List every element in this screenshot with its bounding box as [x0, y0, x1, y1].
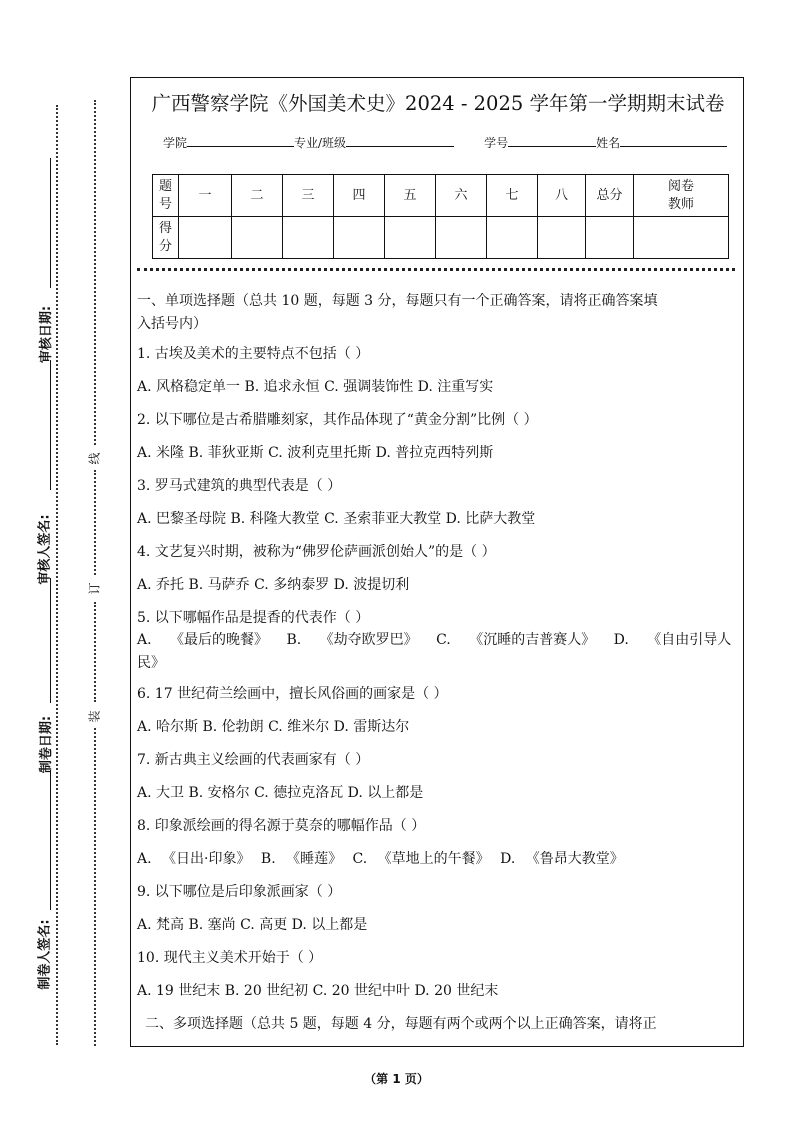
score-input-cell[interactable] — [385, 217, 436, 259]
score-header-cell: 总分 — [586, 175, 634, 217]
side-label-paper-maker: 制卷人签名: — [37, 919, 53, 990]
side-label-review-date: 审核日期: — [39, 305, 55, 364]
score-header-cell: 阅卷 教师 — [634, 175, 729, 217]
dotted-separator — [137, 268, 735, 271]
exam-frame — [130, 77, 744, 1047]
score-input-cell[interactable] — [436, 217, 487, 259]
question-10: 10. 现代主义美术开始于（ ） — [137, 950, 323, 966]
dotted-column-left — [56, 105, 58, 1045]
score-table-score-row — [153, 217, 729, 259]
options-8: A. 《日出·印象》 B. 《睡莲》 C. 《草地上的午餐》 D. 《鲁昂大教堂》 — [137, 851, 624, 867]
section1-heading-line1: 一、单项选择题（总共 10 题，每题 3 分，每题只有一个正确答案，请将正确答案填 — [137, 293, 658, 309]
section1-heading-line2: 入括号内） — [137, 316, 207, 332]
question-3: 3. 罗马式建筑的典型代表是（ ） — [137, 478, 342, 494]
question-7: 7. 新古典主义绘画的代表画家有（ ） — [137, 752, 370, 768]
bind-char-ding: 订 — [87, 582, 102, 595]
score-header-cell: 六 — [436, 175, 487, 217]
side-line-4 — [50, 770, 52, 910]
dotted-column-right-4 — [94, 728, 96, 1046]
options-4: A. 乔托 B. 马萨乔 C. 多纳泰罗 D. 波提切利 — [137, 577, 410, 593]
side-label-reviewer-sign: 审核人签名: — [37, 514, 53, 585]
score-table-header-row — [153, 175, 729, 217]
section2-heading: 二、多项选择题（总共 5 题，每题 4 分，每题有两个或两个以上正确答案，请将正 — [145, 1016, 657, 1032]
student-info-row — [163, 134, 727, 151]
options-9: A. 梵高 B. 塞尚 C. 高更 D. 以上都是 — [137, 917, 368, 933]
college-field[interactable] — [187, 134, 294, 147]
score-input-cell[interactable] — [179, 217, 232, 259]
major-label: 专业/班级 — [294, 136, 347, 150]
score-table — [152, 174, 729, 259]
score-label-cell: 得 分 — [153, 217, 179, 259]
score-header-cell: 四 — [334, 175, 385, 217]
score-header-cell: 五 — [385, 175, 436, 217]
dotted-column-right — [94, 100, 96, 445]
options-2: A. 米隆 B. 菲狄亚斯 C. 波利克里托斯 D. 普拉克西特列斯 — [137, 445, 494, 461]
score-input-cell[interactable] — [586, 217, 634, 259]
options-5: A. 《最后的晚餐》 B. 《劫夺欧罗巴》 C. 《沉睡的吉普赛人》 D. 《自由引导人民》 — [137, 632, 732, 671]
student-id-field[interactable] — [508, 134, 596, 147]
score-input-cell[interactable] — [334, 217, 385, 259]
bind-char-xian: 线 — [87, 452, 102, 465]
name-label: 姓名 — [596, 136, 621, 150]
side-line-2 — [50, 360, 52, 490]
question-1: 1. 古埃及美术的主要特点不包括（ ） — [137, 346, 370, 362]
score-header-cell: 八 — [538, 175, 586, 217]
score-header-cell: 题 号 — [153, 175, 179, 217]
options-3: A. 巴黎圣母院 B. 科隆大教堂 C. 圣索菲亚大教堂 D. 比萨大教堂 — [137, 511, 536, 527]
student-id-label: 学号 — [484, 136, 509, 150]
score-input-cell[interactable] — [487, 217, 538, 259]
side-label-paper-date: 制卷日期: — [39, 715, 55, 774]
dotted-column-right-2 — [94, 470, 96, 575]
name-field[interactable] — [620, 134, 727, 147]
side-line-top — [50, 158, 52, 288]
side-line-3 — [50, 578, 52, 703]
score-header-cell: 七 — [487, 175, 538, 217]
score-header-cell: 二 — [232, 175, 283, 217]
question-2: 2. 以下哪位是古希腊雕刻家，其作品体现了“黄金分割”比例（ ） — [137, 412, 538, 428]
options-6: A. 哈尔斯 B. 伦勃朗 C. 维米尔 D. 雷斯达尔 — [137, 719, 410, 735]
exam-title: 广西警察学院《外国美术史》2024 - 2025 学年第一学期期末试卷 — [151, 92, 725, 115]
dotted-column-right-3 — [94, 602, 96, 702]
bind-char-zhuang: 装 — [87, 710, 102, 723]
score-input-cell[interactable] — [634, 217, 729, 259]
page-number: （第 1 页） — [364, 1072, 429, 1086]
score-input-cell[interactable] — [538, 217, 586, 259]
score-header-cell: 一 — [179, 175, 232, 217]
question-5: 5. 以下哪幅作品是提香的代表作（ ） — [137, 610, 370, 626]
options-1: A. 风格稳定单一 B. 追求永恒 C. 强调装饰性 D. 注重写实 — [137, 379, 494, 395]
question-6: 6. 17 世纪荷兰绘画中，擅长风俗画的画家是（ ） — [137, 686, 448, 702]
score-header-cell: 三 — [283, 175, 334, 217]
question-9: 9. 以下哪位是后印象派画家（ ） — [137, 884, 342, 900]
options-10: A. 19 世纪末 B. 20 世纪初 C. 20 世纪中叶 D. 20 世纪末 — [137, 983, 499, 999]
question-8: 8. 印象派绘画的得名源于莫奈的哪幅作品（ ） — [137, 818, 426, 834]
score-input-cell[interactable] — [232, 217, 283, 259]
college-label: 学院 — [163, 136, 188, 150]
options-7: A. 大卫 B. 安格尔 C. 德拉克洛瓦 D. 以上都是 — [137, 785, 424, 801]
question-4: 4. 文艺复兴时期，被称为“佛罗伦萨画派创始人”的是（ ） — [137, 544, 496, 560]
major-field[interactable] — [346, 134, 454, 147]
score-input-cell[interactable] — [283, 217, 334, 259]
